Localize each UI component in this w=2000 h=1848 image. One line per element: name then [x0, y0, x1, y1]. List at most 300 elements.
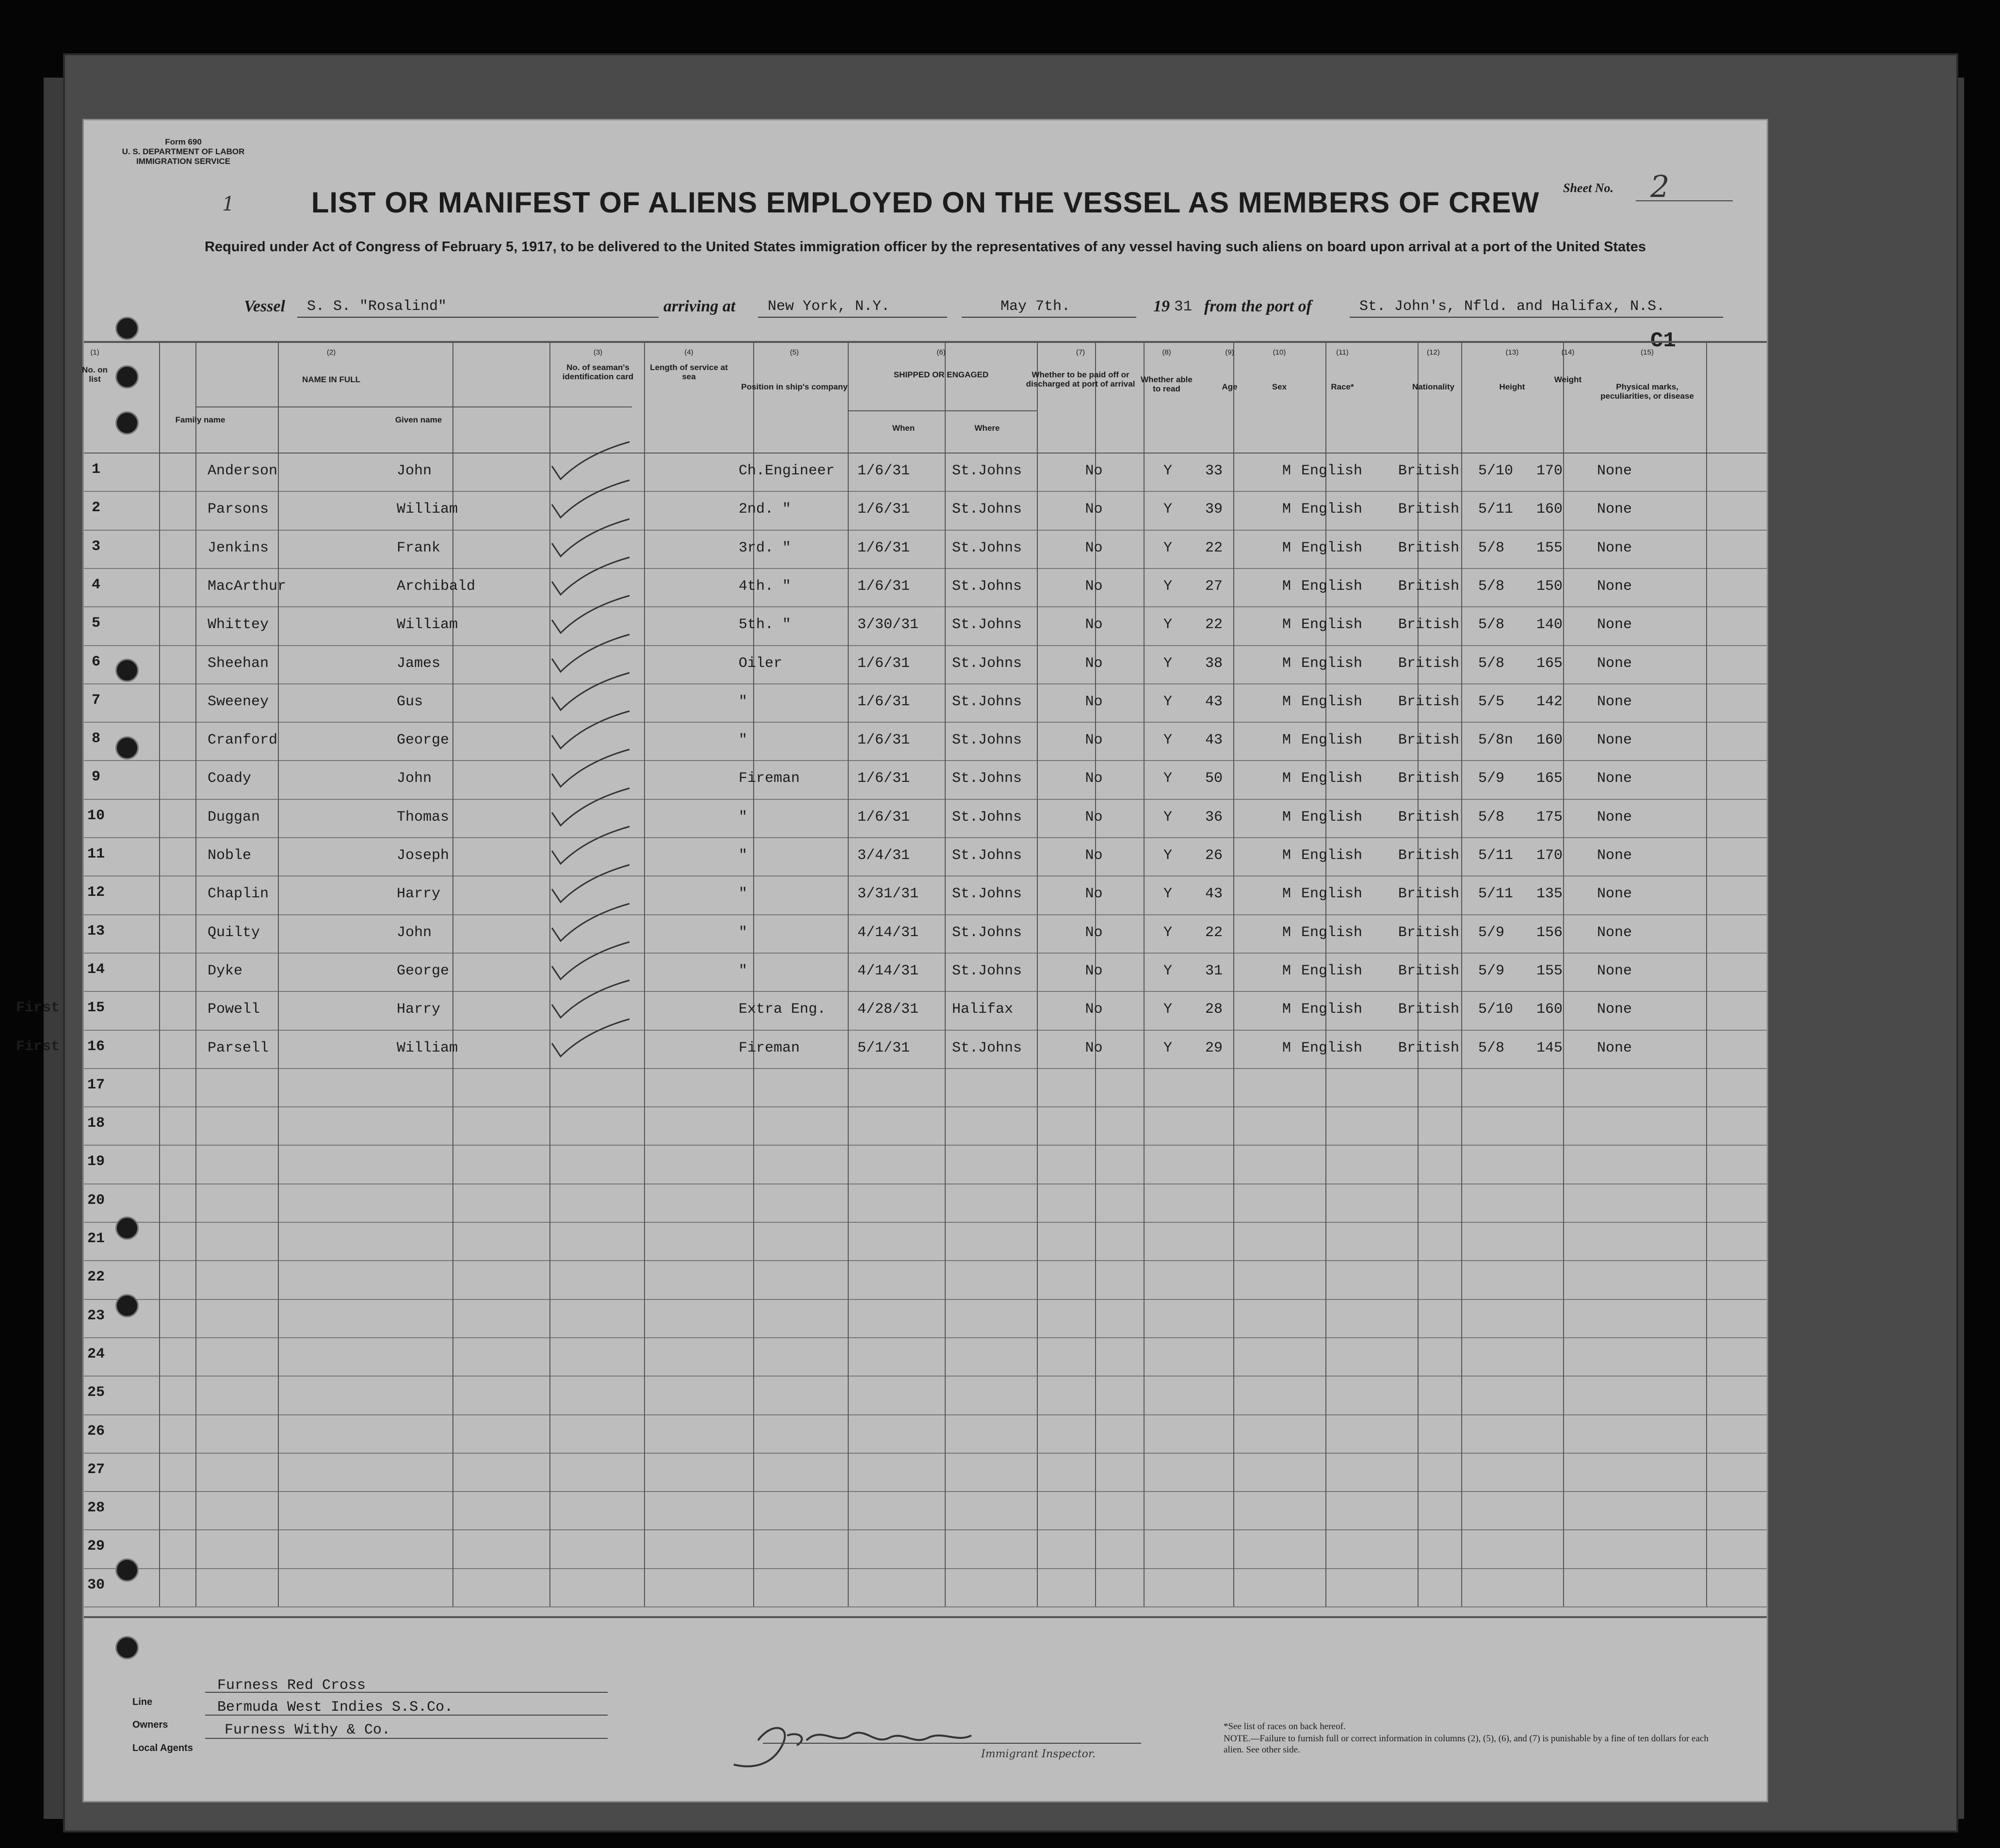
row-rule	[84, 914, 1767, 915]
cell-position: "	[739, 693, 748, 710]
header-where: Where	[974, 423, 1000, 433]
cell-height: 5/8	[1478, 539, 1505, 556]
cell-family: Chaplin	[208, 886, 269, 903]
row-number: 10	[87, 807, 105, 824]
row-number: 12	[87, 884, 105, 901]
punch-hole	[115, 659, 139, 682]
cell-physical: None	[1597, 886, 1632, 903]
row-rule	[84, 1299, 1767, 1300]
cell-position: Ch.Engineer	[739, 463, 835, 479]
cell-read: Y	[1163, 770, 1172, 787]
agents-value: Furness Withy & Co.	[225, 1722, 391, 1738]
check-mark	[547, 555, 644, 599]
row-number: 13	[87, 923, 105, 940]
row-number: 17	[87, 1076, 105, 1093]
column-rule	[159, 341, 160, 1606]
cell-when: 1/6/31	[857, 809, 910, 826]
row-rule	[84, 760, 1767, 761]
cell-physical: None	[1597, 847, 1632, 864]
row-number: 24	[87, 1345, 105, 1362]
cell-when: 1/6/31	[857, 463, 910, 479]
cell-when: 1/6/31	[857, 539, 910, 556]
check-mark	[547, 439, 644, 483]
cell-nationality: British	[1398, 924, 1460, 941]
name-subheader-rule	[195, 406, 632, 407]
cell-age: 29	[1205, 1039, 1223, 1056]
row-number: 1	[91, 461, 100, 478]
column-rule	[945, 341, 946, 1606]
cell-nationality: British	[1398, 1039, 1460, 1056]
cell-when: 4/14/31	[857, 924, 919, 941]
cell-height: 5/8	[1478, 809, 1505, 826]
cell-given: John	[397, 770, 432, 787]
cell-weight: 165	[1536, 655, 1563, 672]
column-rule	[1706, 341, 1707, 1606]
punch-hole	[115, 1558, 139, 1582]
cell-height: 5/8	[1478, 578, 1505, 595]
row-rule	[84, 837, 1767, 838]
column-rule	[1563, 341, 1564, 1606]
row-number: 5	[91, 615, 100, 632]
row-rule	[84, 606, 1767, 607]
cell-position: "	[739, 886, 748, 903]
header-able-to-read: Whether able to read	[1141, 375, 1193, 393]
cell-race: English	[1301, 962, 1363, 979]
row-number: 3	[91, 538, 100, 555]
check-mark	[547, 901, 644, 945]
races-note: *See list of races on back hereof.	[1224, 1721, 1346, 1732]
cell-weight: 155	[1536, 539, 1563, 556]
inspector-signature	[724, 1711, 1015, 1779]
cell-read: Y	[1163, 847, 1172, 864]
cell-position: "	[739, 962, 748, 979]
cell-where: St.Johns	[952, 732, 1022, 749]
cell-read: Y	[1163, 616, 1172, 633]
header-given-name: Given name	[395, 415, 442, 424]
row-rule	[84, 1337, 1767, 1338]
cell-position: "	[739, 732, 748, 749]
punch-hole	[115, 365, 139, 389]
cell-sex: M	[1282, 809, 1291, 826]
cell-sex: M	[1282, 847, 1291, 864]
column-number-7: (7)	[1076, 348, 1085, 357]
cell-height: 5/9	[1478, 924, 1505, 941]
cell-height: 5/10	[1478, 463, 1514, 479]
cell-where: St.Johns	[952, 501, 1022, 518]
cell-weight: 160	[1536, 732, 1563, 749]
cell-paid: No	[1085, 847, 1103, 864]
row-rule	[84, 1068, 1767, 1069]
cell-where: St.Johns	[952, 693, 1022, 710]
cell-sex: M	[1282, 924, 1291, 941]
column-rule	[452, 341, 453, 1606]
cell-when: 1/6/31	[857, 693, 910, 710]
row-number: 25	[87, 1384, 105, 1401]
punch-hole	[115, 1636, 139, 1659]
cell-age: 39	[1205, 501, 1223, 518]
row-rule	[84, 1529, 1767, 1530]
cell-race: English	[1301, 732, 1363, 749]
cell-read: Y	[1163, 1001, 1172, 1018]
cell-family: Dyke	[208, 962, 243, 979]
cell-nationality: British	[1398, 770, 1460, 787]
cell-height: 5/9	[1478, 962, 1505, 979]
cell-paid: No	[1085, 886, 1103, 903]
cell-given: Frank	[397, 539, 441, 556]
cell-where: Halifax	[952, 1001, 1014, 1018]
vessel-name: S. S. "Rosalind"	[307, 298, 447, 315]
cell-age: 43	[1205, 693, 1223, 710]
cell-nationality: British	[1398, 886, 1460, 903]
row-number: 7	[91, 692, 100, 709]
cell-race: English	[1301, 1039, 1363, 1056]
column-number-15: (15)	[1641, 348, 1654, 357]
cell-nationality: British	[1398, 616, 1460, 633]
cell-paid: No	[1085, 962, 1103, 979]
check-mark	[547, 593, 644, 637]
row-number: 9	[91, 769, 100, 786]
cell-race: English	[1301, 463, 1363, 479]
row-number: 30	[87, 1576, 105, 1593]
row-rule	[84, 1491, 1767, 1492]
cell-read: Y	[1163, 809, 1172, 826]
header-race: Race*	[1331, 382, 1354, 391]
cell-physical: None	[1597, 732, 1632, 749]
row-number: 20	[87, 1192, 105, 1209]
row-number: 11	[87, 846, 105, 862]
cell-physical: None	[1597, 1001, 1632, 1018]
cell-nationality: British	[1398, 809, 1460, 826]
cell-where: St.Johns	[952, 886, 1022, 903]
row-rule	[84, 1145, 1767, 1146]
cell-weight: 165	[1536, 770, 1563, 787]
cell-physical: None	[1597, 539, 1632, 556]
cell-weight: 145	[1536, 1039, 1563, 1056]
row-rule	[84, 1183, 1767, 1184]
row-number: 15	[87, 1000, 105, 1017]
cell-paid: No	[1085, 770, 1103, 787]
row-rule	[84, 491, 1767, 492]
cell-where: St.Johns	[952, 539, 1022, 556]
cell-sex: M	[1282, 1039, 1291, 1056]
cell-given: Joseph	[397, 847, 450, 864]
cell-when: 3/31/31	[857, 886, 919, 903]
cell-family: Sheehan	[208, 655, 269, 672]
cell-height: 5/11	[1478, 886, 1514, 903]
cell-height: 5/8n	[1478, 732, 1514, 749]
cell-read: Y	[1163, 886, 1172, 903]
row-rule	[84, 530, 1767, 531]
check-mark	[547, 478, 644, 521]
cell-height: 5/11	[1478, 501, 1514, 518]
cell-sex: M	[1282, 501, 1291, 518]
row-rule	[84, 953, 1767, 954]
check-mark	[547, 517, 644, 560]
column-number-9: (9)	[1225, 348, 1234, 357]
cell-age: 33	[1205, 463, 1223, 479]
arriving-label: arriving at	[663, 297, 736, 315]
cell-position: "	[739, 924, 748, 941]
header-physical-marks: Physical marks, peculiarities, or disease	[1600, 382, 1694, 401]
cell-nationality: British	[1398, 1001, 1460, 1018]
cell-age: 22	[1205, 924, 1223, 941]
check-mark	[547, 862, 644, 906]
cell-sex: M	[1282, 1001, 1291, 1018]
cell-when: 1/6/31	[857, 501, 910, 518]
row-number: 28	[87, 1500, 105, 1517]
check-mark	[547, 709, 644, 752]
cell-family: Powell	[208, 1001, 260, 1018]
punch-hole	[115, 411, 139, 435]
row-rule	[84, 1222, 1767, 1223]
cell-race: English	[1301, 886, 1363, 903]
row-number: 26	[87, 1423, 105, 1440]
cell-where: St.Johns	[952, 578, 1022, 595]
cell-weight: 160	[1536, 501, 1563, 518]
cell-read: Y	[1163, 693, 1172, 710]
header-length-service: Length of service at sea	[650, 363, 728, 381]
owners-label: Owners	[132, 1719, 168, 1730]
cell-sex: M	[1282, 693, 1291, 710]
cell-paid: No	[1085, 1001, 1103, 1018]
cell-family: Cranford	[208, 732, 278, 749]
cell-physical: None	[1597, 1039, 1632, 1056]
line-label: Line	[132, 1697, 153, 1707]
cell-physical: None	[1597, 962, 1632, 979]
cell-family: Whittey	[208, 616, 269, 633]
row-number: 29	[87, 1538, 105, 1555]
penalty-note: NOTE.—Failure to furnish full or correct information in columns (2), (5), (6), and (7) is punishable by a fine of ten dollars for each alien. See other side.	[1224, 1734, 1709, 1755]
column-rule	[848, 341, 849, 1606]
cell-family: Duggan	[208, 809, 260, 826]
cell-weight: 142	[1536, 693, 1563, 710]
cell-age: 36	[1205, 809, 1223, 826]
cell-where: St.Johns	[952, 809, 1022, 826]
cell-paid: No	[1085, 616, 1103, 633]
cell-height: 5/10	[1478, 1001, 1514, 1018]
cell-paid: No	[1085, 809, 1103, 826]
cell-physical: None	[1597, 463, 1632, 479]
cell-when: 4/14/31	[857, 962, 919, 979]
cell-read: Y	[1163, 1039, 1172, 1056]
cell-given: William	[397, 616, 458, 633]
cell-read: Y	[1163, 924, 1172, 941]
cell-when: 1/6/31	[857, 732, 910, 749]
row-note: First	[16, 1038, 60, 1055]
punch-hole	[115, 317, 139, 340]
row-number: 8	[91, 730, 100, 747]
cell-position: 2nd. "	[739, 501, 791, 518]
row-rule	[84, 722, 1767, 723]
cell-position: 3rd. "	[739, 539, 791, 556]
column-rule	[644, 341, 645, 1606]
column-number-10: (10)	[1273, 348, 1286, 357]
header-sex: Sex	[1272, 382, 1287, 391]
cell-position: "	[739, 847, 748, 864]
column-number-3: (3)	[593, 348, 603, 357]
column-number-5: (5)	[790, 348, 799, 357]
column-number-1: (1)	[90, 348, 99, 357]
vessel-label: Vessel	[244, 297, 285, 315]
column-rule	[753, 341, 754, 1606]
cell-when: 1/6/31	[857, 770, 910, 787]
column-number-13: (13)	[1505, 348, 1519, 357]
cell-paid: No	[1085, 578, 1103, 595]
cell-position: "	[739, 809, 748, 826]
cell-given: Archibald	[397, 578, 476, 595]
cell-paid: No	[1085, 463, 1103, 479]
cell-read: Y	[1163, 732, 1172, 749]
check-mark	[547, 978, 644, 1021]
cell-when: 4/28/31	[857, 1001, 919, 1018]
cell-when: 3/4/31	[857, 847, 910, 864]
column-number-14: (14)	[1561, 348, 1575, 357]
cell-race: English	[1301, 924, 1363, 941]
cell-position: Oiler	[739, 655, 783, 672]
cell-weight: 170	[1536, 463, 1563, 479]
cell-height: 5/8	[1478, 655, 1505, 672]
row-rule	[84, 1568, 1767, 1569]
cell-where: St.Johns	[952, 770, 1022, 787]
cell-age: 38	[1205, 655, 1223, 672]
cell-family: Noble	[208, 847, 252, 864]
line-value: Furness Red Cross	[217, 1677, 366, 1694]
cell-family: Anderson	[208, 463, 278, 479]
cell-given: Gus	[397, 693, 423, 710]
cell-sex: M	[1282, 578, 1291, 595]
cell-race: English	[1301, 616, 1363, 633]
cell-sex: M	[1282, 539, 1291, 556]
row-rule	[84, 1260, 1767, 1261]
row-number: 18	[87, 1115, 105, 1132]
punch-hole	[115, 1294, 139, 1317]
cell-weight: 155	[1536, 962, 1563, 979]
header-id-card: No. of seaman's identification card	[562, 363, 634, 381]
header-paid-off: Whether to be paid off or discharged at port of arrival	[1026, 370, 1135, 389]
page-subtitle: Required under Act of Congress of February 5, 1917, to be delivered to the United States immigration officer by the representatives of any vessel having such aliens on board upon arrival at a port of the United States	[204, 239, 1646, 255]
cell-physical: None	[1597, 616, 1632, 633]
column-rule	[195, 341, 196, 1606]
department-name: U. S. DEPARTMENT OF LABOR	[122, 147, 245, 156]
cell-physical: None	[1597, 693, 1632, 710]
row-rule	[84, 1376, 1767, 1377]
table-bottom-rule	[84, 1616, 1767, 1618]
row-note: First	[16, 1000, 60, 1017]
cell-nationality: British	[1398, 578, 1460, 595]
cell-age: 50	[1205, 770, 1223, 787]
cell-read: Y	[1163, 578, 1172, 595]
header-name-in-full: NAME IN FULL	[302, 375, 360, 384]
owners-value: Bermuda West Indies S.S.Co.	[217, 1699, 453, 1716]
inspector-underline	[763, 1743, 1141, 1744]
cell-sex: M	[1282, 463, 1291, 479]
cell-family: Jenkins	[208, 539, 269, 556]
cell-read: Y	[1163, 539, 1172, 556]
cell-sex: M	[1282, 732, 1291, 749]
punch-hole	[115, 736, 139, 760]
row-number: 6	[91, 653, 100, 670]
cell-weight: 140	[1536, 616, 1563, 633]
cell-given: Thomas	[397, 809, 450, 826]
cell-position: Fireman	[739, 770, 800, 787]
cell-nationality: British	[1398, 539, 1460, 556]
cell-sex: M	[1282, 616, 1291, 633]
cell-race: English	[1301, 1001, 1363, 1018]
arrival-date: May 7th.	[1000, 298, 1071, 315]
header-height: Height	[1499, 382, 1525, 391]
year-value: 31	[1174, 298, 1193, 315]
cell-height: 5/5	[1478, 693, 1505, 710]
cell-weight: 175	[1536, 809, 1563, 826]
agents-label: Local Agents	[132, 1743, 193, 1753]
check-mark	[547, 940, 644, 983]
cell-nationality: British	[1398, 847, 1460, 864]
header-position: Position in ship's company	[741, 382, 848, 391]
header-family-name: Family name	[175, 415, 226, 424]
cell-physical: None	[1597, 501, 1632, 518]
cell-race: English	[1301, 770, 1363, 787]
check-mark	[547, 632, 644, 676]
row-rule	[84, 568, 1767, 569]
cell-given: John	[397, 924, 432, 941]
column-rule	[1461, 341, 1462, 1606]
cell-race: English	[1301, 809, 1363, 826]
cell-age: 28	[1205, 1001, 1223, 1018]
cell-age: 27	[1205, 578, 1223, 595]
cell-family: Parsell	[208, 1039, 269, 1056]
cell-when: 1/6/31	[857, 578, 910, 595]
form-number: Form 690	[165, 137, 202, 146]
row-rule	[84, 1606, 1767, 1607]
cell-family: MacArthur	[208, 578, 287, 595]
cell-race: English	[1301, 693, 1363, 710]
cell-race: English	[1301, 655, 1363, 672]
cell-position: Extra Eng.	[739, 1001, 826, 1018]
cell-paid: No	[1085, 924, 1103, 941]
row-number: 19	[87, 1153, 105, 1170]
cell-height: 5/9	[1478, 770, 1505, 787]
check-mark	[547, 747, 644, 791]
cell-nationality: British	[1398, 655, 1460, 672]
cell-when: 5/1/31	[857, 1039, 910, 1056]
cell-weight: 160	[1536, 1001, 1563, 1018]
row-rule	[84, 683, 1767, 684]
cell-given: William	[397, 1039, 458, 1056]
check-mark	[547, 786, 644, 829]
row-number: 22	[87, 1269, 105, 1286]
cell-position: Fireman	[739, 1039, 800, 1056]
cell-paid: No	[1085, 501, 1103, 518]
cell-race: English	[1301, 847, 1363, 864]
cell-family: Quilty	[208, 924, 260, 941]
from-label: from the port of	[1204, 297, 1312, 315]
cell-weight: 156	[1536, 924, 1563, 941]
column-number-2: (2)	[326, 348, 336, 357]
cell-age: 26	[1205, 847, 1223, 864]
inspector-label: Immigrant Inspector.	[981, 1748, 1096, 1760]
check-mark	[547, 670, 644, 714]
cell-given: Harry	[397, 886, 441, 903]
cell-where: St.Johns	[952, 962, 1022, 979]
punch-hole	[115, 1216, 139, 1240]
check-mark	[547, 1017, 644, 1060]
cell-given: George	[397, 732, 450, 749]
cell-given: Harry	[397, 1001, 441, 1018]
cell-nationality: British	[1398, 732, 1460, 749]
cell-given: John	[397, 463, 432, 479]
page-mark: C1	[1650, 329, 1676, 353]
row-number: 23	[87, 1307, 105, 1324]
